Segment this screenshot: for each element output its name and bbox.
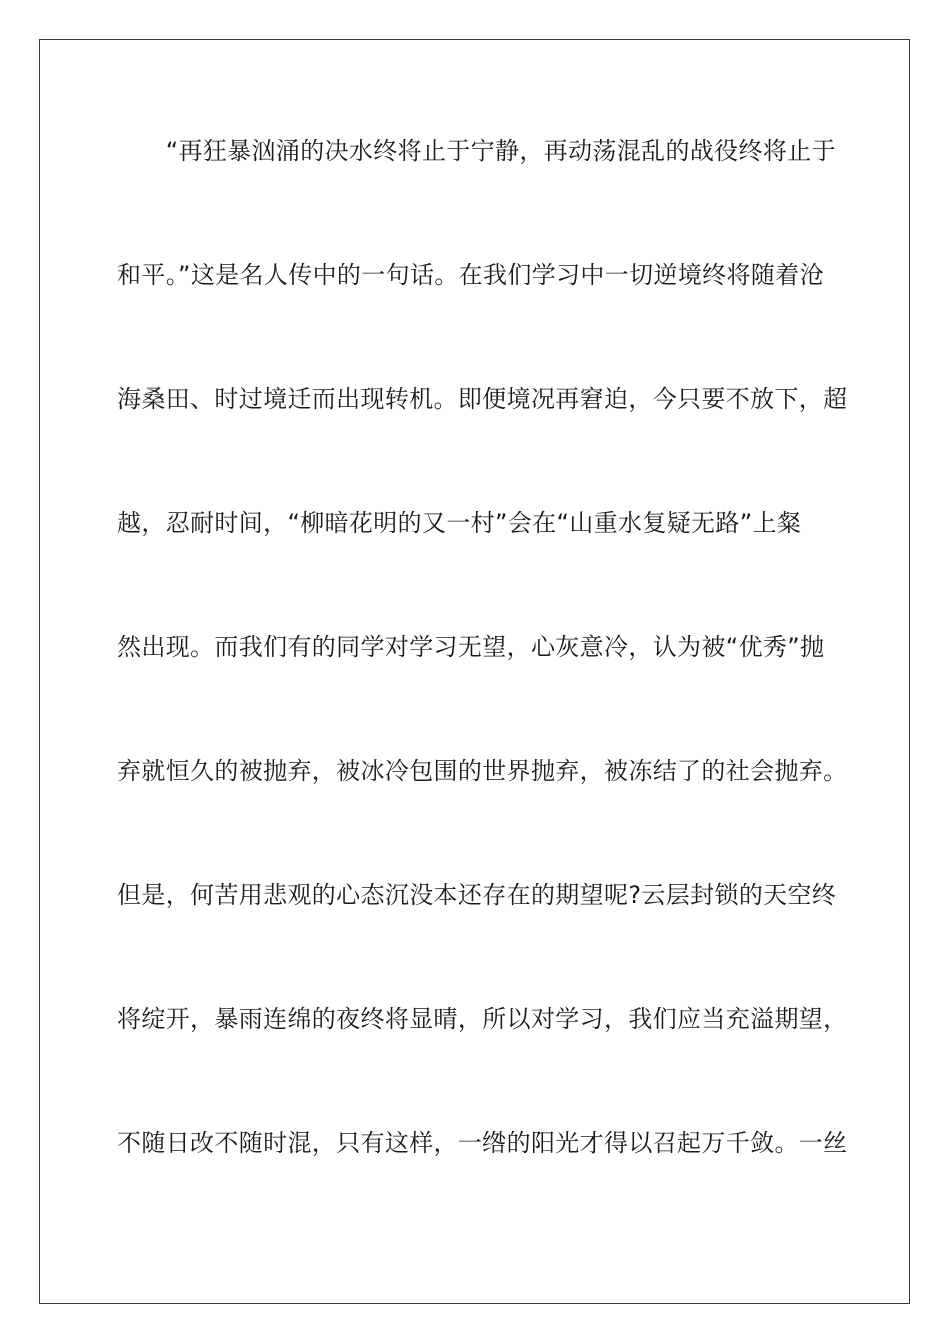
document-body-text [117, 131, 848, 1247]
text-line-1: “再狂暴汹涌的决水终将止于宁静，再动荡混乱的战役终将止于 [117, 137, 836, 165]
text-line-4: 越，忍耐时间，“柳暗花明的又一村”会在“山重水复疑无路”上粲 [117, 509, 802, 537]
text-line-7: 但是，何苦用悲观的心态沉没本还存在的期望呢?云层封锁的天空终 [117, 881, 837, 909]
text-line-3: 海桑田、时过境迁而出现转机。即便境况再窘迫，今只要不放下，超 [117, 385, 848, 413]
text-line-2: 和平。”这是名人传中的一句话。在我们学习中一切逆境终将随着沧 [117, 261, 824, 289]
text-line-8: 将绽开，暴雨连绵的夜终将显晴，所以对学习，我们应当充溢期望， [117, 1005, 848, 1033]
text-line-6: 弃就恒久的被抛弃，被冰冷包围的世界抛弃，被冻结了的社会抛弃。 [117, 757, 848, 785]
text-line-5: 然出现。而我们有的同学对学习无望，心灰意冷，认为被“优秀”抛 [117, 633, 825, 661]
text-line-9: 不随日改不随时混，只有这样，一绺的阳光才得以召起万千敛。一丝 [117, 1129, 848, 1157]
